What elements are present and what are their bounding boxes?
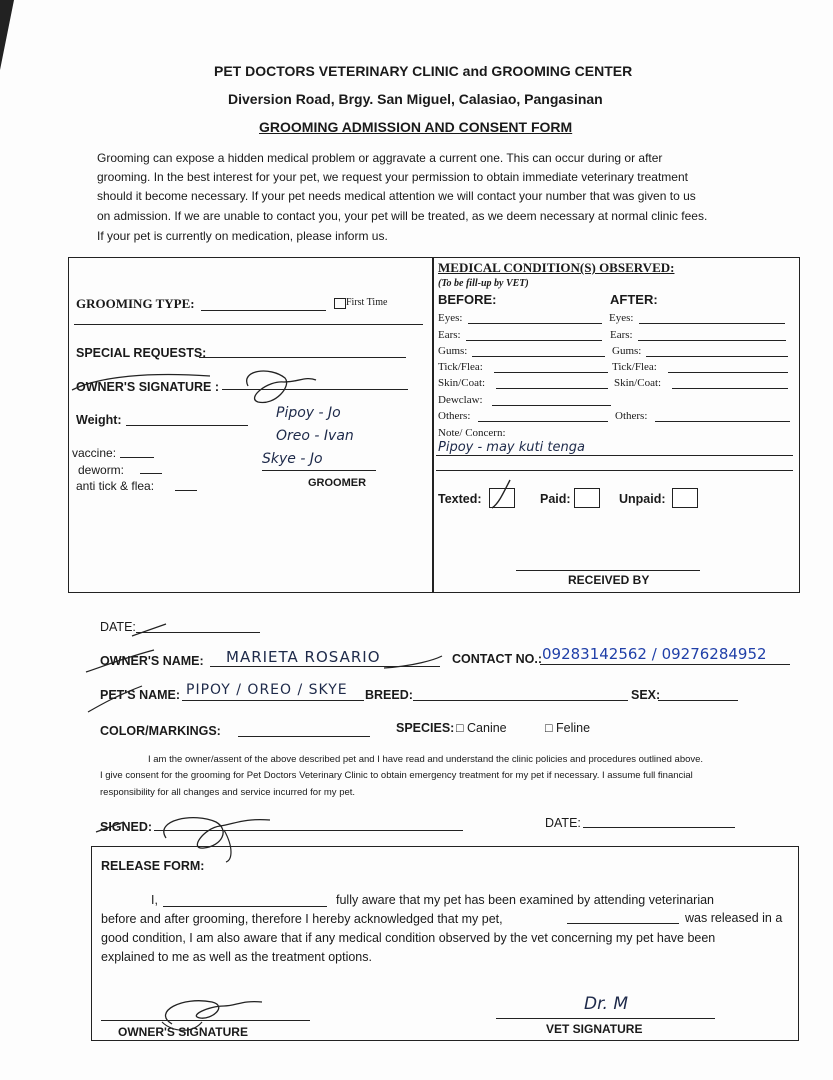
after-label: AFTER: xyxy=(610,292,658,307)
before-others-field[interactable] xyxy=(478,421,608,422)
clinic-address: Diversion Road, Brgy. San Miguel, Calasiao, Pangasinan xyxy=(228,91,603,107)
contact-value: 09283142562 / 09276284952 xyxy=(542,645,767,663)
owner-strike-mark xyxy=(84,646,464,676)
vet-signature-value: Dr. M xyxy=(584,994,628,1014)
after-eyes-label: Eyes: xyxy=(609,312,634,324)
release-owner-signature-scribble xyxy=(112,992,272,1038)
vet-signature-label: VET SIGNATURE xyxy=(546,1022,643,1036)
weight-field[interactable] xyxy=(126,425,248,426)
after-tick-field[interactable] xyxy=(668,372,788,373)
special-requests-field[interactable] xyxy=(199,357,406,358)
before-gums-label: Gums: xyxy=(438,345,468,357)
date-strike-mark xyxy=(130,620,170,640)
canine-option[interactable]: □ Canine xyxy=(456,721,507,735)
after-skin-label: Skin/Coat: xyxy=(614,377,662,389)
contact-field[interactable] xyxy=(540,664,790,665)
consent-line: I give consent for the grooming for Pet Doctors Veterinary Clinic to obtain emergency treatment for my pet if necessary. I assume full financial xyxy=(100,770,693,781)
sex-field[interactable] xyxy=(658,700,738,701)
pet-name-field[interactable] xyxy=(182,700,364,701)
texted-label: Texted: xyxy=(438,492,482,506)
vet-signature-field[interactable] xyxy=(496,1018,715,1019)
release-line2: before and after grooming, therefore I hereby acknowledged that my pet, xyxy=(101,912,503,926)
before-eyes-field[interactable] xyxy=(468,323,602,324)
signed-date-label: DATE: xyxy=(545,816,581,830)
breed-label: BREED: xyxy=(365,688,413,702)
release-line3: good condition, I am also aware that if any medical condition observed by the vet concerning my pet have been xyxy=(101,931,716,945)
intro-line: on admission. If we are unable to contact you, your pet will be treated, as we deem necessary at normal clinic fees. xyxy=(97,209,708,223)
signed-label: SIGNED: xyxy=(100,820,153,834)
before-gums-field[interactable] xyxy=(472,356,605,357)
form-title: GROOMING ADMISSION AND CONSENT FORM xyxy=(259,119,573,135)
after-gums-field[interactable] xyxy=(646,356,788,357)
species-label: SPECIES: xyxy=(396,721,455,735)
grooming-type-field-2[interactable] xyxy=(74,324,423,325)
before-skin-label: Skin/Coat: xyxy=(438,377,486,389)
received-by-label: RECEIVED BY xyxy=(568,573,650,587)
paid-checkbox[interactable] xyxy=(574,488,600,508)
deworm-field[interactable] xyxy=(140,473,162,474)
after-skin-field[interactable] xyxy=(672,388,788,389)
release-line2-suffix: was released in a xyxy=(685,911,783,925)
anti-tick-label: anti tick & flea: xyxy=(76,479,155,493)
groomer-note: Oreo - Ivan xyxy=(276,428,354,444)
note-value: Pipoy - may kuti tenga xyxy=(438,440,585,455)
after-gums-label: Gums: xyxy=(612,345,642,357)
anti-tick-field[interactable] xyxy=(175,490,197,491)
before-dewclaw-label: Dewclaw: xyxy=(438,394,483,406)
clinic-name: PET DOCTORS VETERINARY CLINIC and GROOMING CENTER xyxy=(214,63,633,79)
note-field-2[interactable] xyxy=(436,470,793,471)
intro-line: grooming. In the best interest for your pet, we request your permission to obtain immediate veterinary treatment xyxy=(97,170,688,184)
special-requests-label: SPECIAL REQUESTS: xyxy=(76,346,207,360)
after-others-field[interactable] xyxy=(655,421,790,422)
intro-line: should it become necessary. If your pet needs medical attention we will contact your number that was given to us xyxy=(97,189,696,203)
release-line1: fully aware that my pet has been examined by attending veterinarian xyxy=(336,893,715,907)
sex-label: SEX: xyxy=(631,688,661,702)
intro-line: If your pet is currently on medication, please inform us. xyxy=(97,229,388,243)
pet-name-value: PIPOY / OREO / SKYE xyxy=(186,682,348,698)
deworm-label: deworm: xyxy=(78,463,125,477)
paid-label: Paid: xyxy=(540,492,571,506)
pet-strike-mark xyxy=(86,684,146,714)
before-label: BEFORE: xyxy=(438,292,497,307)
before-dewclaw-field[interactable] xyxy=(492,405,611,406)
after-eyes-field[interactable] xyxy=(639,323,785,324)
color-field[interactable] xyxy=(238,736,370,737)
before-others-label: Others: xyxy=(438,410,471,422)
first-time-label: First Time xyxy=(346,297,388,308)
pet-name-label: PET'S NAME: xyxy=(100,688,181,702)
unpaid-label: Unpaid: xyxy=(619,492,666,506)
owner-signature-scribble xyxy=(70,362,330,412)
owner-name-value: MARIETA ROSARIO xyxy=(226,648,381,666)
received-by-field[interactable] xyxy=(516,570,700,571)
medical-subtitle: (To be fill-up by VET) xyxy=(438,278,529,289)
breed-field[interactable] xyxy=(413,700,628,701)
before-eyes-label: Eyes: xyxy=(438,312,463,324)
release-owner-signature-label: OWNER'S SIGNATURE xyxy=(118,1025,248,1039)
vaccine-label: vaccine: xyxy=(72,446,117,460)
feline-option[interactable]: □ Feline xyxy=(545,721,591,735)
signed-date-field[interactable] xyxy=(583,827,735,828)
note-label: Note/ Concern: xyxy=(438,427,506,439)
note-field-1[interactable] xyxy=(436,455,793,456)
groomer-note: Skye - Jo xyxy=(262,451,323,467)
medical-title: MEDICAL CONDITION(S) OBSERVED: xyxy=(438,260,675,275)
before-skin-field[interactable] xyxy=(496,388,608,389)
owner-signature-label: OWNER'S SIGNATURE : xyxy=(76,380,220,394)
vaccine-field[interactable] xyxy=(120,457,154,458)
intro-line: Grooming can expose a hidden medical problem or aggravate a current one. This can occur during or after xyxy=(97,151,663,165)
weight-label: Weight: xyxy=(76,413,122,427)
page-corner-shadow xyxy=(0,0,14,70)
after-tick-label: Tick/Flea: xyxy=(612,361,657,373)
release-name-field[interactable] xyxy=(163,906,327,907)
first-time-checkbox[interactable] xyxy=(334,298,346,309)
grooming-type-field[interactable] xyxy=(201,310,326,311)
before-ears-label: Ears: xyxy=(438,329,461,341)
release-title: RELEASE FORM: xyxy=(101,859,205,873)
before-tick-field[interactable] xyxy=(494,372,608,373)
grooming-type-label: GROOMING TYPE: xyxy=(76,296,195,311)
unpaid-checkbox[interactable] xyxy=(672,488,698,508)
color-label: COLOR/MARKINGS: xyxy=(100,724,221,738)
after-ears-label: Ears: xyxy=(610,329,633,341)
release-i-label: I, xyxy=(151,893,158,907)
groomer-label: GROOMER xyxy=(308,477,367,489)
consent-line: I am the owner/assent of the above described pet and I have read and understand the clinic policies and procedures outlined above. xyxy=(148,754,704,765)
after-others-label: Others: xyxy=(615,410,648,422)
check-mark-icon xyxy=(488,478,518,512)
before-ears-field[interactable] xyxy=(466,340,602,341)
release-pet-field[interactable] xyxy=(567,923,679,924)
after-ears-field[interactable] xyxy=(638,340,786,341)
groomer-field[interactable] xyxy=(262,470,376,471)
consent-line: responsibility for all changes and service incurred for my pet. xyxy=(100,787,356,798)
groomer-note: Pipoy - Jo xyxy=(276,405,341,421)
before-tick-label: Tick/Flea: xyxy=(438,361,483,373)
release-line4: explained to me as well as the treatment options. xyxy=(101,950,372,964)
contact-label: CONTACT NO.: xyxy=(452,652,543,666)
owner-name-label: OWNER'S NAME: xyxy=(100,654,204,668)
panel-divider xyxy=(432,258,434,592)
date-label: DATE: xyxy=(100,620,136,634)
